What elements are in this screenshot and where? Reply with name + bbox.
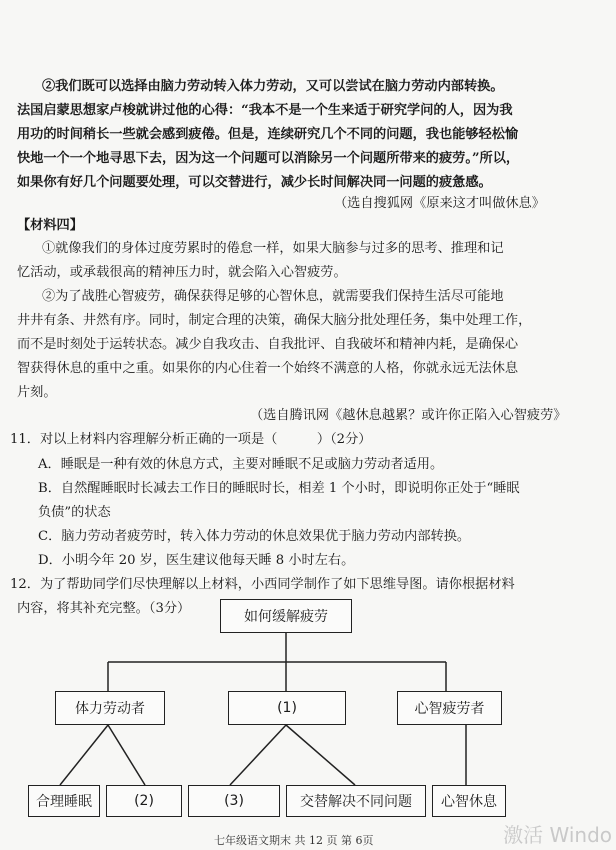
material4-paragraph2-line1: ②为了战胜心智疲劳，确保获得足够的心智休息，就需要我们保持生活尽可能地 (42, 289, 504, 304)
question12-stem-line1: 12．为了帮助同学们尽快理解以上材料，小西同学制作了如下思维导图。请你根据材料 (10, 577, 515, 592)
mindmap-mental-fatigue-box: 心智疲劳者 (397, 691, 502, 725)
material4-paragraph2-line3: 而不是时刻处于运转状态。减少自我攻击、自我批评、自我破坏和精神内耗，是确保心 (17, 337, 519, 352)
mindmap-leaf-blank-2: (2) (106, 785, 182, 817)
question11-stem: 11．对以上材料内容理解分析正确的一项是（ ）（2分） (10, 432, 372, 447)
material3-paragraph2-line5: 如果你有好几个问题要处理，可以交替进行，减少长时间解决同一问题的疲惫感。 (17, 175, 492, 190)
material3-paragraph2-line2: 法国启蒙思想家卢梭就讲过他的心得：“我本不是一个生来适于研究学问的人，因为我 (17, 103, 513, 118)
material4-paragraph2-line5: 片刻。 (17, 385, 57, 400)
mindmap-blank-1-box: (1) (228, 691, 346, 725)
question11-option-c: C．脑力劳动者疲劳时，转入体力劳动的休息效果优于脑力劳动内部转换。 (38, 529, 471, 544)
material3-paragraph2-line3: 用功的时间稍长一些就会感到疲倦。但是，连续研究几个不同的问题，我也能够轻松愉 (17, 127, 519, 142)
mindmap-physical-workers-box: 体力劳动者 (55, 691, 165, 725)
material3-paragraph2-line4: 快地一个一个地寻思下去，因为这一个问题可以消除另一个问题所带来的疲劳。”所以， (17, 151, 520, 166)
material4-heading: 【材料四】 (17, 218, 83, 233)
material4-paragraph1-line2: 忆活动，或承载很高的精神压力时，就会陷入心智疲劳。 (17, 265, 347, 280)
windows-activation-watermark: 激活 Windo (503, 823, 612, 847)
question12-stem-line2: 内容，将其补充完整。（3分） (17, 601, 191, 616)
question11-option-b-line1: B．自然醒睡眠时长减去工作日的睡眠时长，相差 1 个小时，即说明你正处于“睡眠 (38, 481, 520, 496)
mindmap-root-box: 如何缓解疲劳 (220, 599, 352, 633)
mindmap-leaf-mental-rest: 心智休息 (432, 785, 506, 817)
question11-option-a: A．睡眠是一种有效的休息方式，主要对睡眠不足或脑力劳动者适用。 (38, 457, 444, 472)
material4-source: （选自腾讯网《越休息越累？或许你正陷入心智疲劳》 (250, 408, 567, 423)
question11-option-b-line2: 负债”的状态 (38, 505, 111, 520)
mindmap-leaf-alternate-problems: 交替解决不同问题 (286, 785, 426, 817)
material3-paragraph2-line1: ②我们既可以选择由脑力劳动转入体力劳动，又可以尝试在脑力劳动内部转换。 (42, 79, 504, 94)
page-footer: 七年级语文期末 共 12 页 第 6页 (214, 834, 374, 847)
material4-paragraph2-line4: 智获得休息的重中之重。如果你的内心住着一个始终不满意的人格，你就永远无法休息 (17, 361, 519, 376)
material4-paragraph2-line2: 井井有条、井然有序。同时，制定合理的决策，确保大脑分批处理任务，集中处理工作， (17, 313, 532, 328)
mindmap-leaf-reasonable-sleep: 合理睡眠 (28, 785, 100, 817)
material4-paragraph1-line1: ①就像我们的身体过度劳累时的倦怠一样，如果大脑参与过多的思考、推理和记 (42, 241, 504, 256)
mindmap-leaf-blank-3: (3) (188, 785, 280, 817)
question11-option-d: D．小明今年 20 岁，医生建议他每天睡 8 小时左右。 (38, 553, 355, 568)
material3-source: （选自搜狐网《原来这才叫做休息》 (334, 196, 545, 211)
